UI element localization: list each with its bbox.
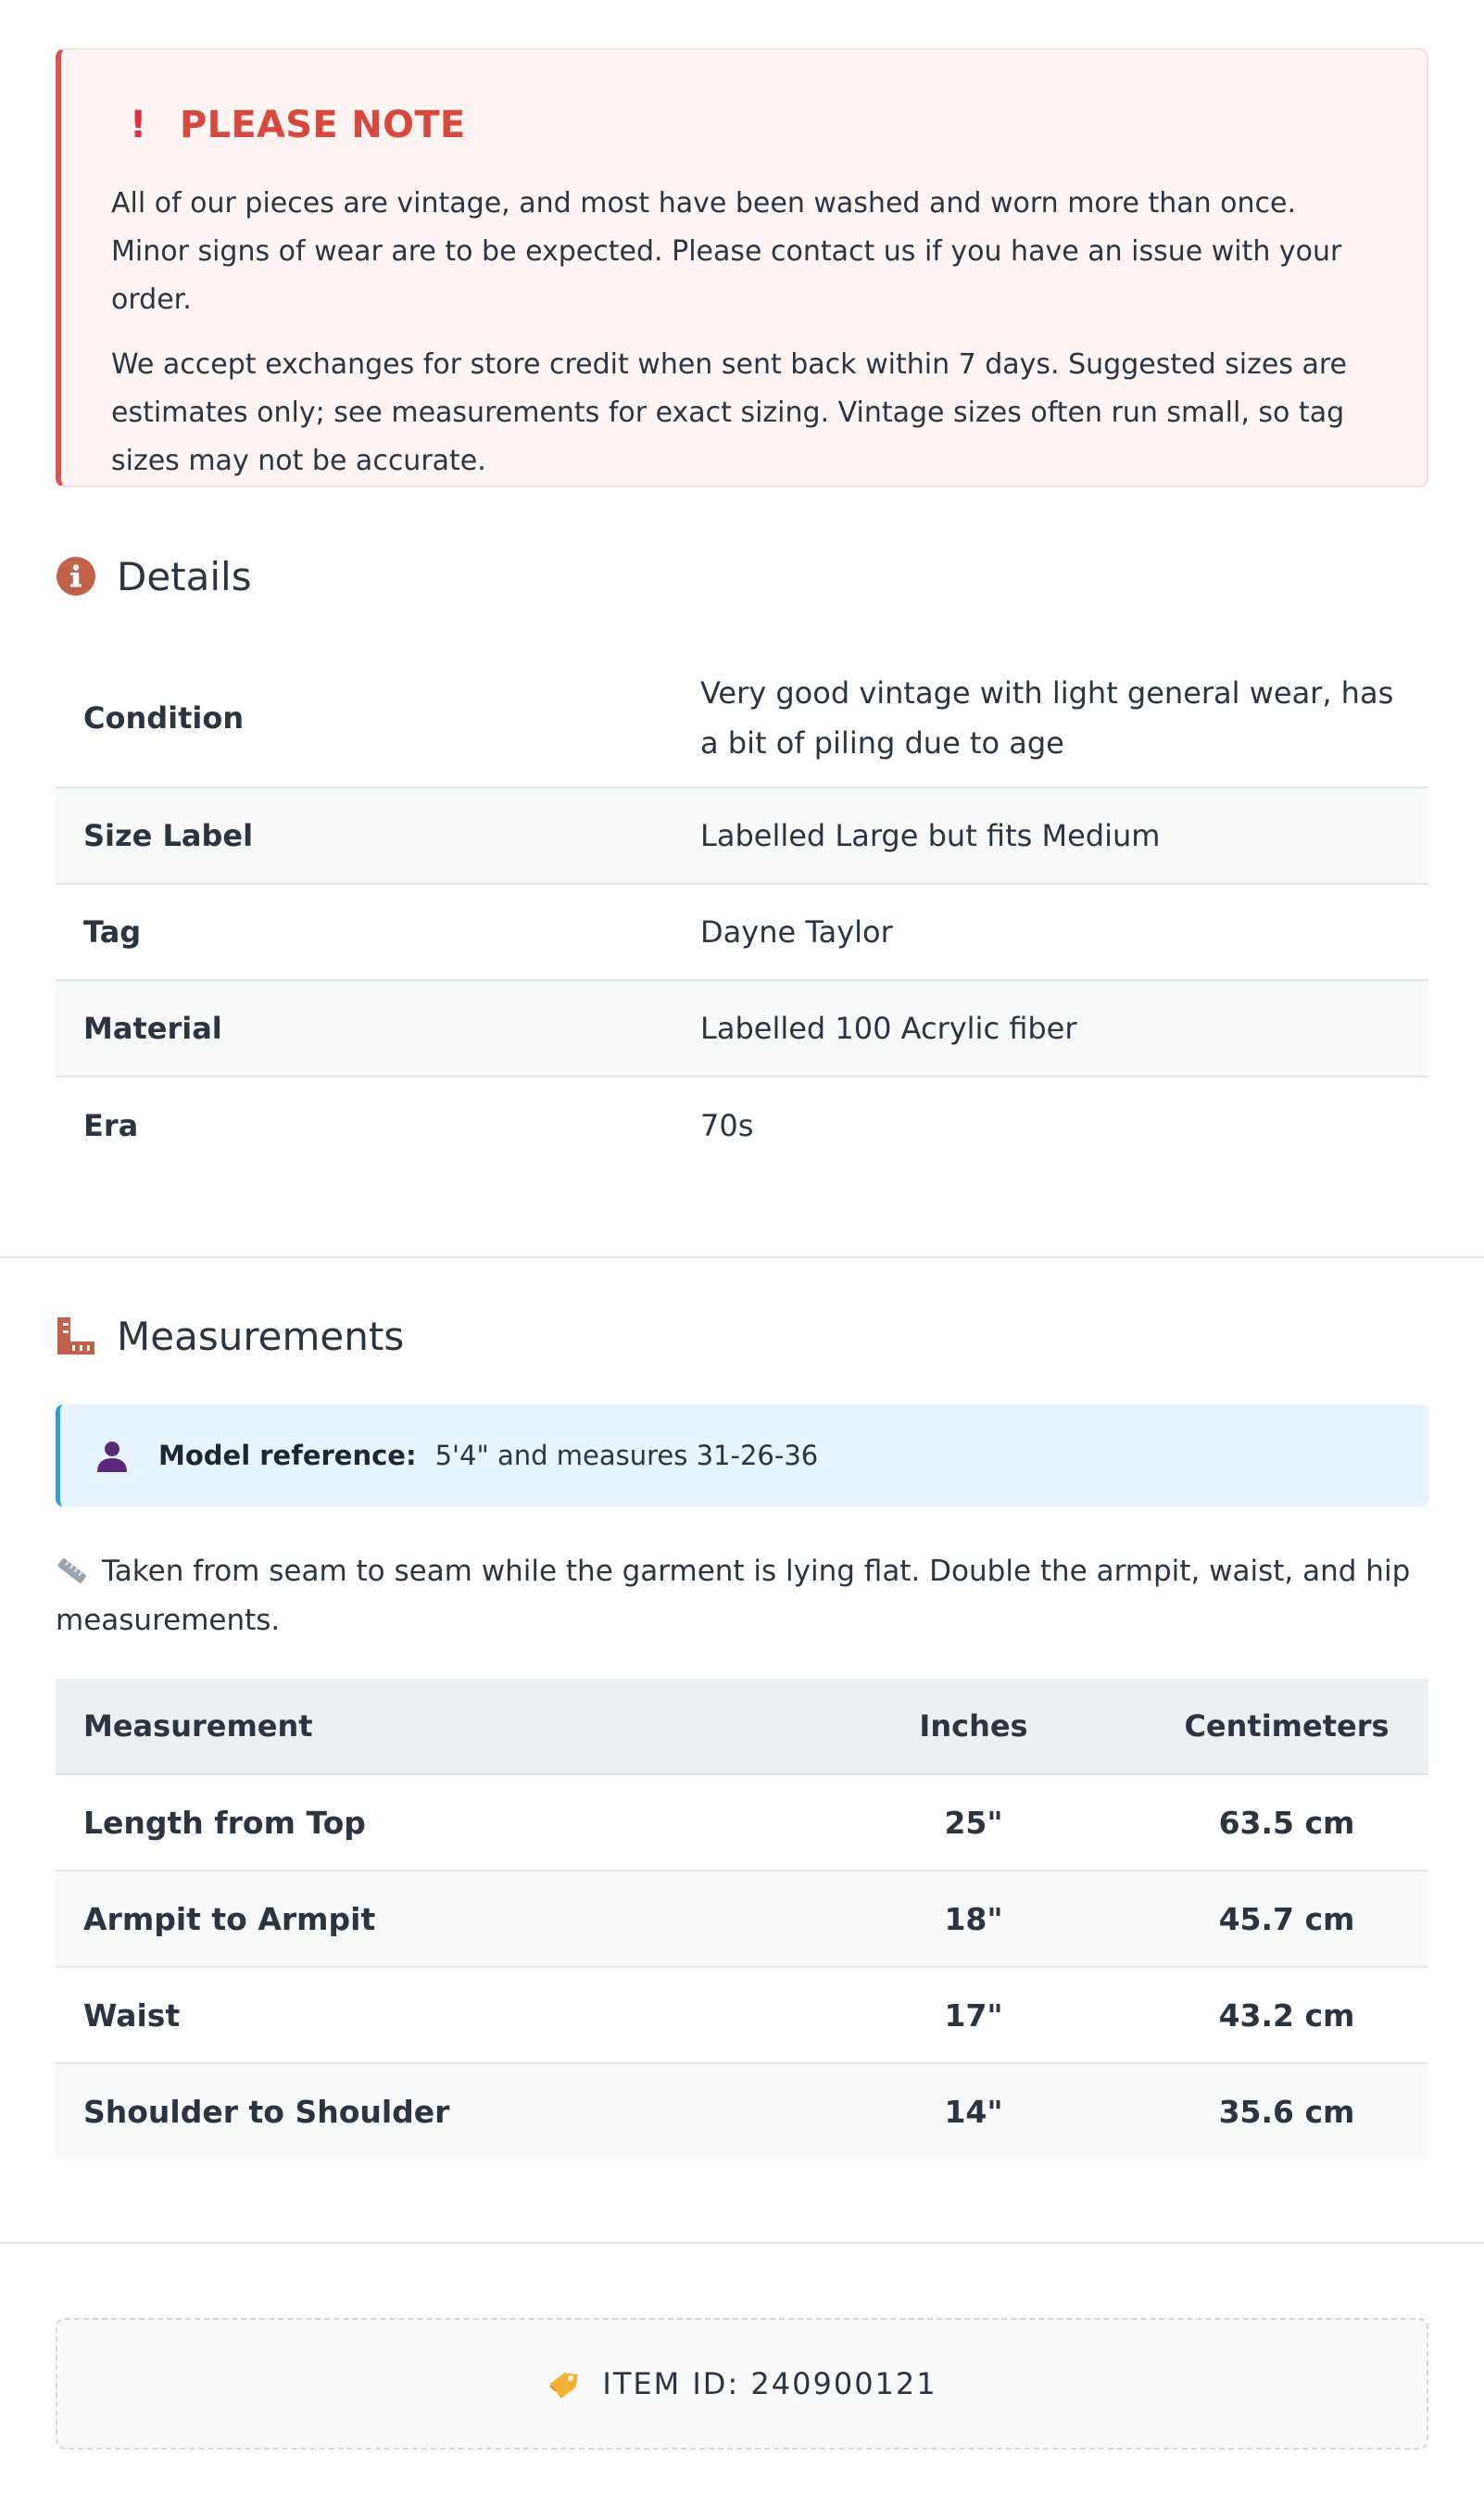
ruler-small-icon	[56, 1556, 89, 1584]
ruler-icon	[56, 1316, 96, 1356]
measurements-table	[56, 1679, 1428, 2159]
measurement-name: Length from Top	[56, 1774, 802, 1870]
note-paragraph-2: We accept exchanges for store credit when sent back within 7 days. Suggested sizes are estimates only; see measurements for exact sizing. Vintage sizes often run small, so tag sizes may not be accurate.	[111, 348, 1348, 477]
details-label: Tag	[83, 914, 142, 950]
details-row-tag	[56, 884, 1428, 980]
info-circle-icon	[56, 556, 96, 597]
measurement-name: Shoulder to Shoulder	[56, 2063, 802, 2159]
item-id-text: ITEM ID: 240900121	[602, 2366, 937, 2401]
note-paragraph-1: All of our pieces are vintage, and most have been washed and worn more than once. Minor signs of wear are to be expected. Please contact us if you have an issue with your order.	[111, 187, 1342, 316]
details-label: Material	[83, 1011, 222, 1046]
details-title: Details	[117, 553, 252, 599]
column-header-centimeters: Centimeters	[1145, 1679, 1428, 1774]
note-title: PLEASE NOTE	[180, 104, 466, 146]
details-row-era	[56, 1077, 1428, 1173]
measurement-inches: 17"	[802, 1967, 1145, 2063]
section-divider	[0, 2242, 1484, 2244]
section-divider	[0, 1256, 1484, 1258]
details-row-material	[56, 980, 1428, 1077]
details-value: 70s	[700, 1107, 754, 1143]
column-header-inches: Inches	[802, 1679, 1145, 1774]
measurement-name: Armpit to Armpit	[56, 1870, 802, 1967]
details-header	[56, 548, 1428, 604]
measurements-title: Measurements	[117, 1313, 405, 1359]
measurement-cm: 63.5 cm	[1145, 1774, 1428, 1870]
details-label: Era	[83, 1107, 139, 1143]
details-label: Size Label	[83, 818, 254, 853]
measurement-cm: 45.7 cm	[1145, 1870, 1428, 1967]
tag-icon	[547, 2367, 580, 2400]
model-reference-label: Model reference:	[158, 1440, 417, 1471]
measurement-inches: 25"	[802, 1774, 1145, 1870]
measurement-cm: 43.2 cm	[1145, 1967, 1428, 2063]
table-row	[56, 1774, 1428, 1870]
table-row	[56, 1967, 1428, 2063]
note-header	[111, 102, 1378, 148]
table-row	[56, 1870, 1428, 1967]
measurement-hint-text: Taken from seam to seam while the garment is lying flat. Double the armpit, waist, and hip measurements.	[56, 1555, 1411, 1637]
details-label: Condition	[83, 699, 245, 736]
details-row-condition	[56, 649, 1428, 787]
item-id-box	[56, 2318, 1428, 2450]
details-value: Labelled Large but fits Medium	[700, 818, 1161, 853]
measurement-hint	[56, 1547, 1428, 1645]
details-value: Labelled 100 Acrylic fiber	[700, 1011, 1077, 1046]
measurement-cm: 35.6 cm	[1145, 2063, 1428, 2159]
details-value: Very good vintage with light general wear, has a bit of piling due to age	[700, 674, 1394, 761]
please-note-box	[56, 48, 1428, 487]
details-value: Dayne Taylor	[700, 914, 893, 950]
table-row	[56, 2063, 1428, 2159]
person-icon	[94, 1437, 131, 1474]
measurements-header	[56, 1308, 1428, 1364]
measurements-header-row	[56, 1679, 1428, 1774]
model-reference-value: 5'4" and measures 31-26-36	[434, 1440, 819, 1471]
details-row-size-label	[56, 787, 1428, 884]
measurement-name: Waist	[56, 1967, 802, 2063]
measurement-inches: 18"	[802, 1870, 1145, 1967]
measurement-inches: 14"	[802, 2063, 1145, 2159]
details-table	[56, 649, 1428, 1173]
column-header-measurement: Measurement	[56, 1679, 802, 1774]
exclamation-icon: !	[130, 104, 147, 146]
model-reference-box	[56, 1404, 1428, 1506]
